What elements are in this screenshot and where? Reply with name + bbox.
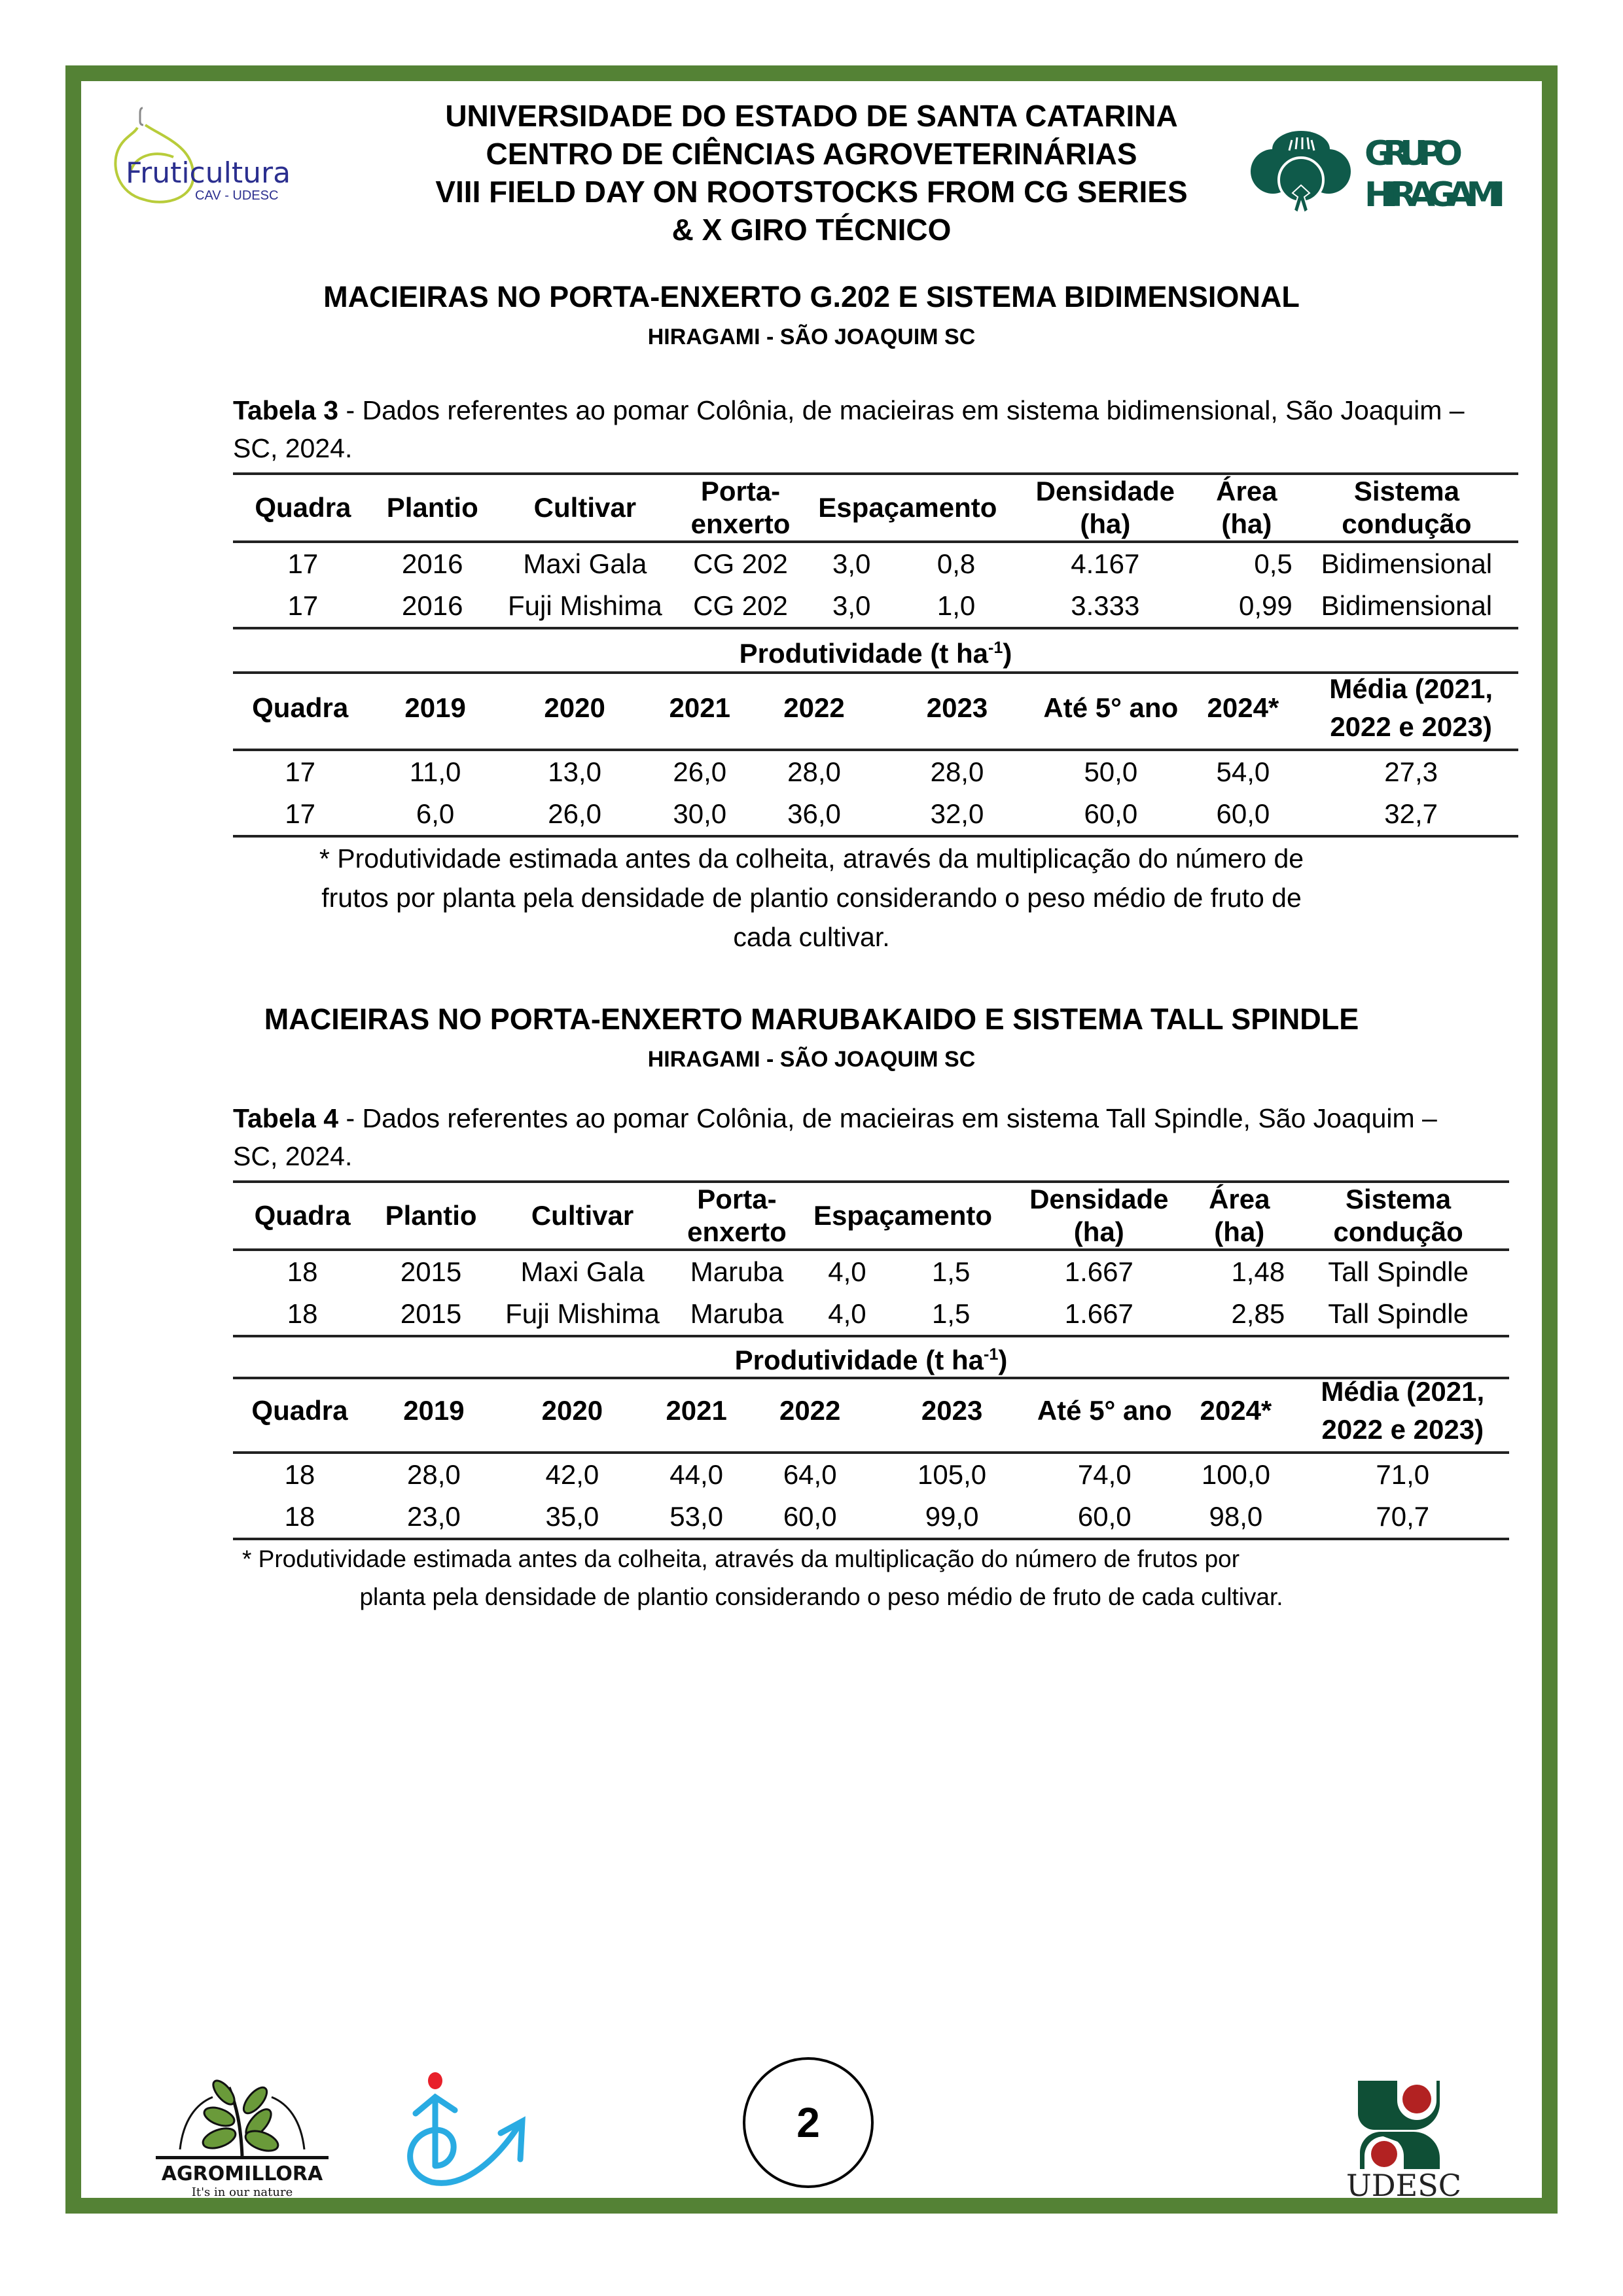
svg-text:It's in our nature: It's in our nature [191, 2185, 293, 2199]
table3-productivity [233, 667, 1518, 838]
col-quadra: Quadra [255, 492, 351, 523]
table3-caption [233, 391, 1476, 467]
col-area: Área (ha) [1216, 476, 1277, 539]
table4-years-header: Quadra 2019 2020 2021 2022 2023 Até 5° ano 2024* Média (2021, 2022 e 2023) [233, 1370, 1509, 1453]
svg-text:CAV - UDESC: CAV - UDESC [195, 188, 279, 203]
table4-header-row: Quadra Plantio Cultivar Porta-enxerto Espaçamento Densidade (ha) Área (ha) Sistema condução [233, 1182, 1509, 1250]
col-espacamento: Espaçamento [818, 492, 997, 523]
col-sistema: Sistema condução [1342, 476, 1472, 539]
table-row: 17 6,0 26,0 30,0 36,0 32,0 60,0 60,0 32,7 [233, 793, 1518, 836]
table4 [233, 1180, 1509, 1379]
table-row: 18 23,0 35,0 53,0 60,0 99,0 60,0 98,0 70,7 [233, 1496, 1509, 1539]
grupo-hiragami-logo [1243, 124, 1518, 216]
table-row: 18 28,0 42,0 44,0 64,0 105,0 74,0 100,0 71,0 [284, 1459, 1430, 1490]
header-line-2: CENTRO DE CIÊNCIAS AGROVETERINÁRIAS [486, 137, 1137, 171]
table3-header-row [233, 474, 1518, 542]
productivity-label: Produtividade (t $ha^{-1}$) [734, 1344, 1008, 1375]
header-line-1: UNIVERSIDADE DO ESTADO DE SANTA CATARINA [445, 99, 1178, 133]
svg-text:Fruticultura: Fruticultura [126, 156, 291, 190]
table-row: 17 2016 Fuji Mishima CG 202 3,0 1,0 3.333 0,99 Bidimensional [233, 585, 1518, 628]
table-row: 18 2015 Fuji Mishima Maruba 4,0 1,5 1.667 2,85 Tall Spindle [233, 1293, 1509, 1336]
table-row: 18 2015 Maxi Gala Maruba 4,0 1,5 1.667 1,48 Tall Spindle [287, 1256, 1469, 1287]
col-cultivar: Cultivar [533, 492, 637, 523]
header-line-4: & X GIRO TÉCNICO [671, 213, 952, 247]
header-line-3: VIII FIELD DAY ON ROOTSTOCKS FROM CG SERIES [435, 175, 1188, 209]
section2-subtitle: HIRAGAMI - SÃO JOAQUIM SC [647, 1047, 976, 1072]
table4-caption [233, 1099, 1476, 1175]
pear-icon [111, 101, 334, 213]
table-row: 17 2016 Maxi Gala CG 202 3,0 0,8 4.167 0,5 Bidimensional [287, 548, 1493, 579]
document-header [366, 97, 1257, 249]
productivity-label: Produtividade (t $ha^{-1}$) [739, 637, 1012, 669]
udesc-emblem-icon [1329, 2074, 1479, 2199]
section2-title: MACIEIRAS NO PORTA-ENXERTO MARUBAKAIDO E SISTEMA TALL SPINDLE [264, 1002, 1359, 1036]
table4-caption-text: - Dados referentes ao pomar Colônia, de macieiras em sistema Tall Spindle, São Joaquim – SC, 2024. [233, 1103, 1437, 1171]
svg-text:UDESC: UDESC [1346, 2168, 1461, 2199]
section1-title: MACIEIRAS NO PORTA-ENXERTO G.202 E SISTEMA BIDIMENSIONAL [323, 280, 1300, 313]
productivity-header-row [233, 628, 1518, 673]
svg-text:GRUPO: GRUPO [1364, 134, 1463, 173]
col-densidade: Densidade (ha) [1035, 476, 1175, 539]
tree-icon [151, 2068, 334, 2199]
table3 [233, 472, 1518, 674]
udesc-logo [1329, 2074, 1479, 2199]
table4-footnote: * Produtividade estimada antes da colheita, através da multiplicação do número de frutos por planta pela densidade de plantio considerando o peso médio de fruto de cada cultivar. [242, 1545, 1283, 1610]
page-number: 2 [743, 2057, 874, 2188]
table-row: 17 11,0 13,0 26,0 28,0 28,0 50,0 54,0 27,3 [285, 756, 1438, 787]
table3-footnote: * Produtividade estimada antes da colheita, através da multiplicação do número de frutos por planta pela densidade de plantio considerando o peso médio de fruto de cada cultivar. [319, 843, 1304, 952]
partner-arrow-logo [393, 2068, 537, 2192]
table3-label: Tabela 3 [233, 395, 339, 425]
svg-text:HIRAGAMI: HIRAGAMI [1364, 175, 1505, 215]
col-porta-enxerto: Porta-enxerto [690, 476, 791, 539]
flower-icon [1243, 124, 1518, 216]
table3-years-header: Quadra 2019 2020 2021 2022 2023 Até 5° ano 2024* Média (2021, 2022 e 2023) [233, 667, 1518, 750]
arrow-swirl-icon [393, 2068, 537, 2192]
section1-subtitle: HIRAGAMI - SÃO JOAQUIM SC [647, 325, 976, 349]
table4-label: Tabela 4 [233, 1103, 339, 1133]
fruticultura-logo [111, 101, 334, 213]
table3-caption-text: - Dados referentes ao pomar Colônia, de macieiras em sistema bidimensional, São Joaquim – SC, 2024. [233, 395, 1465, 463]
col-plantio: Plantio [386, 492, 478, 523]
table4-productivity [233, 1370, 1509, 1540]
svg-text:AGROMILLORA: AGROMILLORA [161, 2163, 323, 2185]
agromillora-logo [151, 2068, 334, 2199]
